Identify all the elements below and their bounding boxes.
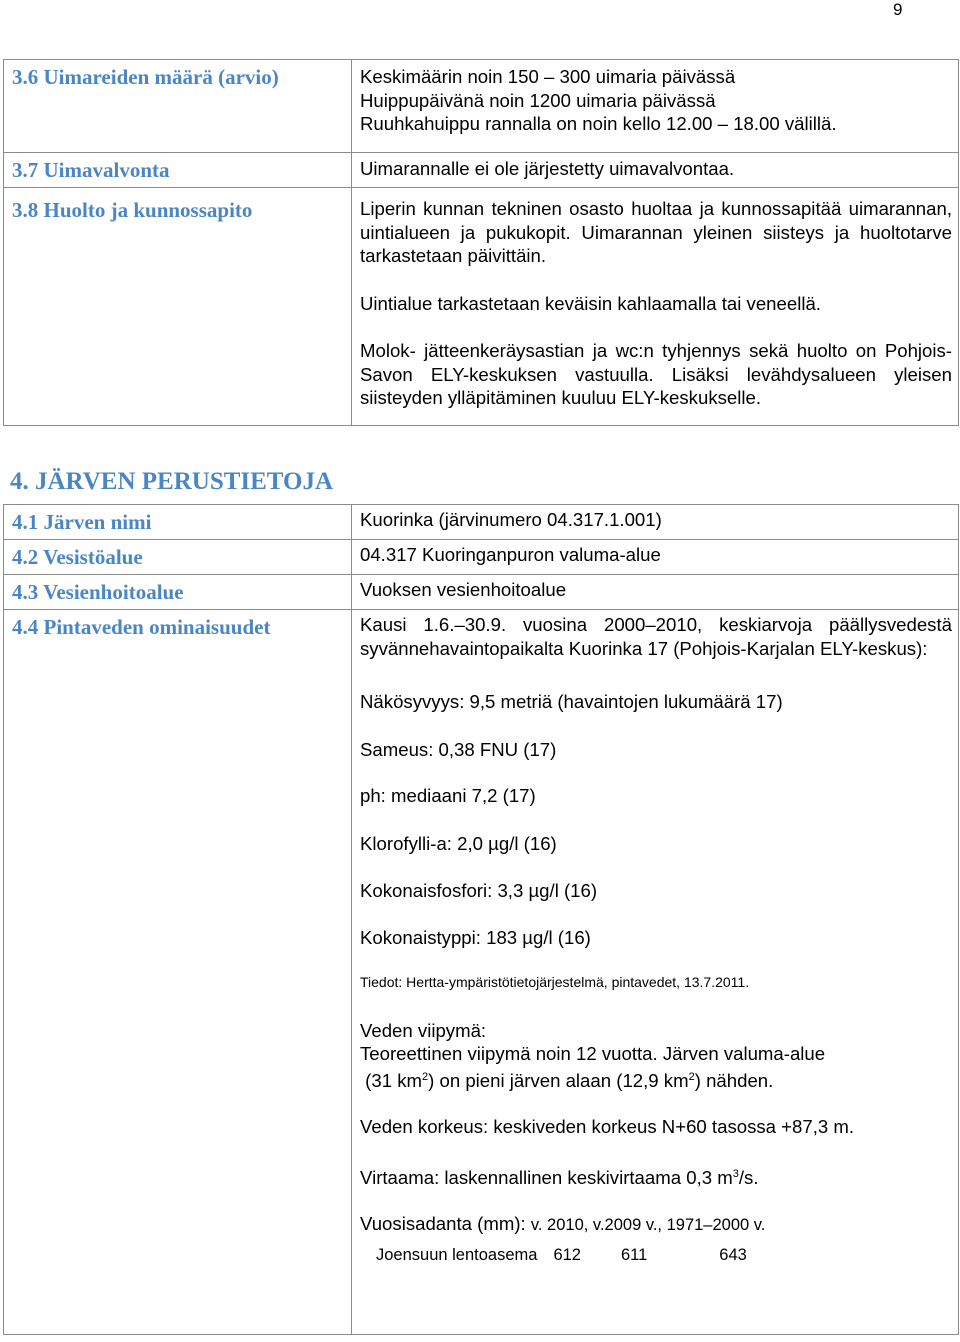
water-level: Veden korkeus: keskiveden korkeus N+60 tasossa +87,3 m. bbox=[360, 1116, 855, 1138]
row-value bbox=[352, 610, 959, 1335]
row-value bbox=[352, 188, 959, 426]
data-source: Tiedot: Hertta-ympäristötietojärjestelmä, pintavedet, 13.7.2011. bbox=[360, 974, 750, 990]
table-row bbox=[4, 60, 959, 153]
measurement-nitrogen: Kokonaistyppi: 183 µg/l (16) bbox=[360, 926, 591, 948]
measurement-visibility: Näkösyvyys: 9,5 metriä (havaintojen lukumäärä 17) bbox=[360, 691, 783, 712]
row-value: Kuorinka (järvinumero 04.317.1.001) bbox=[352, 505, 959, 540]
table-row bbox=[4, 575, 959, 610]
value-line: Keskimäärin noin 150 – 300 uimaria päivässä bbox=[360, 66, 736, 87]
row-heading: 3.8 Huolto ja kunnossapito bbox=[4, 188, 352, 426]
row-heading: 4.2 Vesistöalue bbox=[4, 540, 352, 575]
residence-title: Veden viipymä: bbox=[360, 1019, 487, 1041]
row-value bbox=[352, 153, 959, 188]
row-heading: 3.6 Uimareiden määrä (arvio) bbox=[4, 60, 352, 153]
lake-info-table bbox=[3, 504, 959, 1335]
value-line: Huippupäivänä noin 1200 uimaria päivässä bbox=[360, 89, 716, 111]
maintenance-paragraph: Molok- jätteenkeräysastian ja wc:n tyhjennys sekä huolto on Pohjois-Savon ELY-keskuksen vastuulla. Lisäksi levähdysalueen yleisen siisteyden ylläpitäminen kuuluu ELY-keskukselle. bbox=[360, 340, 952, 408]
value-line: Uimarannalle ei ole järjestetty uimavalvontaa. bbox=[360, 158, 735, 179]
table-row bbox=[4, 505, 959, 540]
row-heading: 3.7 Uimavalvonta bbox=[4, 153, 352, 188]
residence-line: (31 $km^2$) on pieni järven alaan (12,9 $km^2$) nähden. bbox=[360, 1069, 774, 1091]
measurement-turbidity: Sameus: 0,38 FNU (17) bbox=[360, 738, 557, 760]
row-value: Vuoksen vesienhoitoalue bbox=[352, 575, 959, 610]
maintenance-paragraph: Uintialue tarkastetaan keväisin kahlaamalla tai veneellä. bbox=[360, 292, 821, 314]
maintenance-paragraph: Liperin kunnan tekninen osasto huoltaa ja kunnossapitää uimarannan, uintialueen ja pukukopit. Uimarannan yleinen siisteys ja huoltotarve tarkastetaan päivittäin. bbox=[360, 198, 952, 266]
precipitation-row: Joensuun lentoasema 612 611 643 bbox=[376, 1246, 747, 1264]
measurement-phosphorus: Kokonaisfosfori: 3,3 µg/l (16) bbox=[360, 880, 598, 901]
row-heading: 4.1 Järven nimi bbox=[4, 505, 352, 540]
table-row bbox=[4, 540, 959, 575]
surface-water-intro: Kausi 1.6.–30.9. vuosina 2000–2010, keskiarvoja päällysvedestä syvännehavaintopaikalta Kuorinka 17 (Pohjois-Karjalan ELY-keskus): bbox=[360, 614, 952, 659]
row-value: 04.317 Kuoringanpuron valuma-alue bbox=[352, 540, 959, 575]
residence-line: Teoreettinen viipymä noin 12 vuotta. Järven valuma-alue bbox=[360, 1043, 826, 1064]
row-value bbox=[352, 60, 959, 153]
row-heading: 4.3 Vesienhoitoalue bbox=[4, 575, 352, 610]
precipitation-title: Vuosisadanta (mm): v. 2010, v.2009 v., 1971–2000 v. bbox=[360, 1213, 766, 1235]
measurement-chlorophyll: Klorofylli-a: 2,0 µg/l (16) bbox=[360, 832, 557, 854]
table-row bbox=[4, 153, 959, 188]
section-title: 4. JÄRVEN PERUSTIETOJA bbox=[10, 468, 334, 495]
swimming-info-table bbox=[3, 59, 959, 426]
page-number: 9 bbox=[893, 0, 903, 19]
flow-rate: Virtaama: laskennallinen keskivirtaama 0,3 $m^3/s$. bbox=[360, 1166, 759, 1188]
row-heading: 4.4 Pintaveden ominaisuudet bbox=[4, 610, 352, 1335]
table-row bbox=[4, 188, 959, 426]
measurement-ph: ph: mediaani 7,2 (17) bbox=[360, 785, 536, 806]
table-row bbox=[4, 610, 959, 1335]
value-line: Ruuhkahuippu rannalla on noin kello 12.00 – 18.00 välillä. bbox=[360, 113, 837, 134]
